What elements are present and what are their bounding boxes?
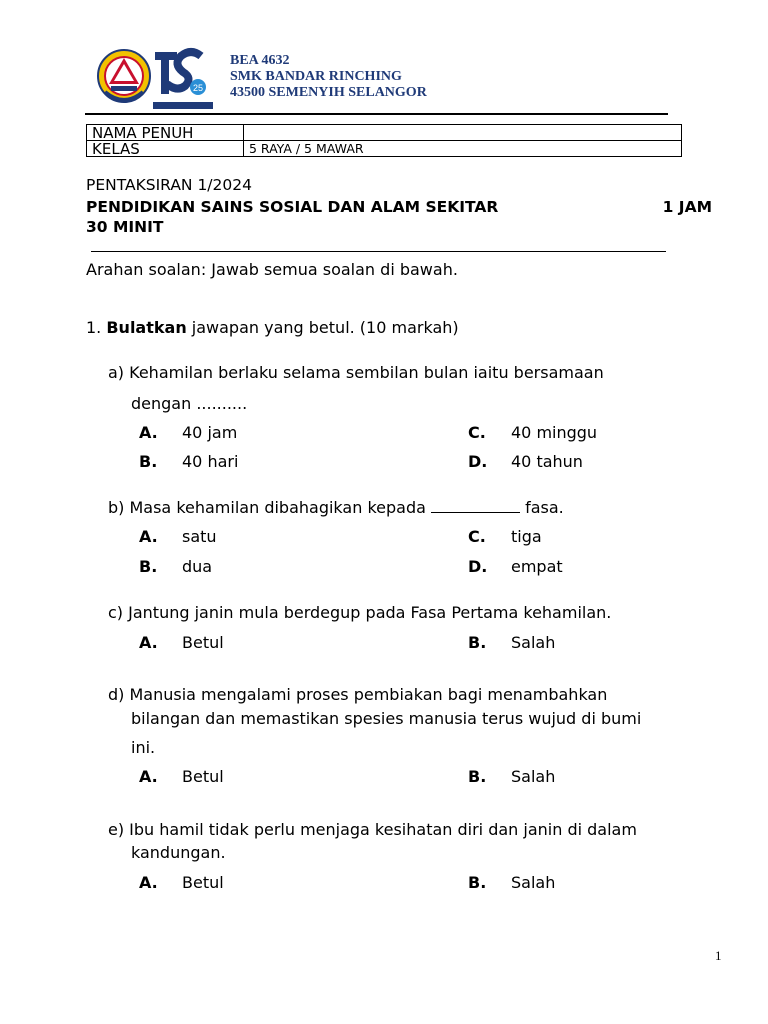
question-a-line-1: a) Kehamilan berlaku selama sembilan bulan iaitu bersamaan [108,363,604,382]
subject-name: PENDIDIKAN SAINS SOSIAL DAN ALAM SEKITAR [86,198,499,216]
question-c: c) Jantung janin mula berdegup pada Fasa Pertama kehamilan. [108,603,612,622]
instruction-text: Arahan soalan: Jawab semua soalan di bawah. [86,260,458,279]
question-d-line-3: ini. [131,738,156,757]
student-info-table [86,124,682,157]
school-code: BEA 4632 [230,53,290,68]
logo-badge: 25 [192,83,204,93]
page-number: 1 [715,948,722,963]
section-number: 1. [86,318,102,337]
question-e-line-1: e) Ibu hamil tidak perlu menjaga kesihatan diri dan janin di dalam [108,820,637,839]
exam-subject [86,198,712,216]
question-b: b) Masa kehamilan dibahagikan kepada fasa. [108,498,564,517]
section-heading [86,318,459,337]
class-label: KELAS [87,141,244,157]
school-header [230,53,427,101]
section-text: jawapan yang betul. (10 markah) [186,318,459,337]
exam-title: PENTAKSIRAN 1/2024 [86,176,252,194]
question-a-line-2: dengan .......... [131,394,248,413]
question-d-line-2: bilangan dan memastikan spesies manusia terus wujud di bumi [131,709,642,728]
name-field[interactable] [244,125,682,141]
header-divider [85,113,668,115]
duration-minutes: 30 MINIT [86,218,164,236]
class-field[interactable]: 5 RAYA / 5 MAWAR [244,141,682,157]
school-logo [97,42,215,112]
question-e-line-2: kandungan. [131,843,226,862]
duration-hours: 1 JAM [662,198,712,216]
answer-blank [431,498,520,513]
title-divider [91,251,666,252]
school-name: SMK BANDAR RINCHING [230,69,402,84]
section-verb: Bulatkan [106,318,187,337]
school-address: 43500 SEMENYIH SELANGOR [230,85,427,100]
question-d-line-1: d) Manusia mengalami proses pembiakan bagi menambahkan [108,685,608,704]
name-label: NAMA PENUH [87,125,244,141]
